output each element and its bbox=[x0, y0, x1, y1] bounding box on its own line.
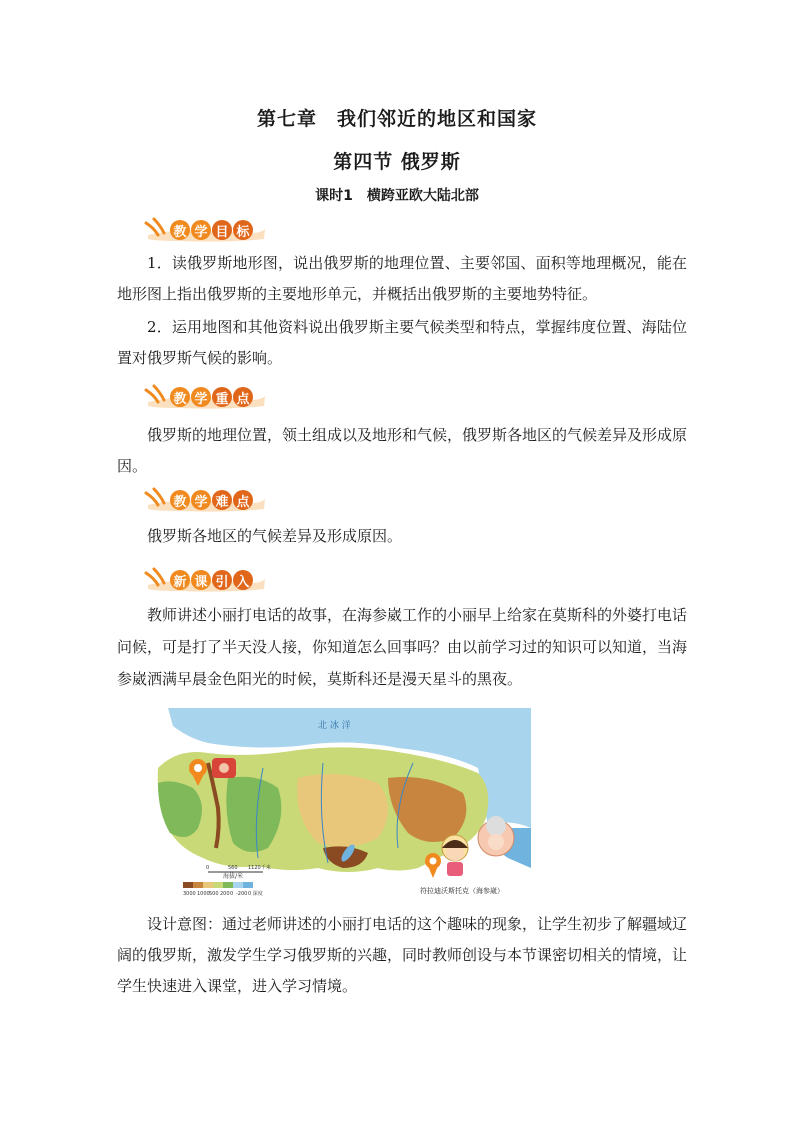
badge-char: 入 bbox=[233, 570, 253, 590]
telephone-icon bbox=[212, 758, 236, 778]
badge-difficult-points bbox=[140, 485, 270, 515]
badge-char: 教 bbox=[170, 387, 190, 407]
russia-topographic-map bbox=[148, 708, 531, 901]
design-intent-paragraph: 设计意图：通过老师讲述的小丽打电话的这个趣味的现象，让学生初步了解疆域辽阔的俄罗斯，激发学生学习俄罗斯的兴趣，同时教师创设与本节课密切相关的情境，让学生快速进入课堂，进入学习情境。 bbox=[117, 915, 688, 995]
legend-value: 0 深度 bbox=[248, 891, 263, 897]
badge-char: 学 bbox=[191, 490, 211, 510]
map-caption: 符拉迪沃斯托克（海参崴） bbox=[420, 887, 504, 895]
badge-char: 新 bbox=[170, 570, 190, 590]
badge-key-points bbox=[140, 382, 270, 412]
goal-paragraph-1: 1．读俄罗斯地形图，说出俄罗斯的地理位置、主要邻国、面积等地理概况，能在地形图上指出俄罗斯的主要地形单元，并概括出俄罗斯的主要地势特征。 bbox=[117, 254, 687, 303]
badge-char: 教 bbox=[170, 220, 190, 240]
badge-char: 重 bbox=[212, 387, 232, 407]
badge-char: 引 bbox=[212, 570, 232, 590]
legend-value: 200 bbox=[220, 891, 230, 897]
badge-char: 教 bbox=[170, 490, 190, 510]
badge-new-lesson-intro bbox=[140, 565, 270, 595]
chapter-title: 第七章 我们邻近的地区和国家 bbox=[256, 108, 537, 130]
badge-char: 点 bbox=[233, 387, 253, 407]
badge-char: 学 bbox=[191, 220, 211, 240]
key-points-paragraph: 俄罗斯的地理位置，领土组成以及地形和气候，俄罗斯各地区的气候差异及形成原因。 bbox=[117, 426, 688, 475]
scale-label: 1120千米 bbox=[248, 865, 271, 871]
legend-value: 500 bbox=[209, 891, 219, 897]
badge-char: 难 bbox=[212, 490, 232, 510]
badge-char: 课 bbox=[191, 570, 211, 590]
scale-tick: 0 bbox=[206, 865, 210, 871]
legend-value: 0 bbox=[230, 891, 234, 897]
badge-char: 标 bbox=[233, 220, 253, 240]
scale-tick: 560 bbox=[228, 865, 238, 871]
badge-char: 学 bbox=[191, 387, 211, 407]
legend-value: -200 bbox=[236, 891, 248, 897]
intro-story-paragraph: 教师讲述小丽打电话的故事，在海参崴工作的小丽早上给家在莫斯科的外婆打电话问候，可是打了半天没人接，你知道怎么回事吗？由以前学习过的知识可以知道，当海参崴洒满早晨金色阳光的时候，莫斯科还是漫天星斗的黑夜。 bbox=[117, 606, 688, 688]
goal-paragraph-2: 2．运用地图和其他资料说出俄罗斯主要气候类型和特点，掌握纬度位置、海陆位置对俄罗斯气候的影响。 bbox=[117, 318, 687, 367]
legend-title: 海拔/米 bbox=[223, 873, 244, 880]
badge-teaching-goals bbox=[140, 215, 270, 245]
lesson-title: 课时1 横跨亚欧大陆北部 bbox=[315, 188, 479, 204]
section-title: 第四节 俄罗斯 bbox=[333, 151, 461, 173]
difficult-points-paragraph: 俄罗斯各地区的气候差异及形成原因。 bbox=[147, 527, 403, 545]
badge-char: 目 bbox=[212, 220, 232, 240]
legend-value: 1000 bbox=[197, 891, 210, 897]
sea-label: 北 冰 洋 bbox=[318, 721, 351, 731]
badge-char: 点 bbox=[233, 490, 253, 510]
legend-value: 3000 bbox=[183, 891, 196, 897]
